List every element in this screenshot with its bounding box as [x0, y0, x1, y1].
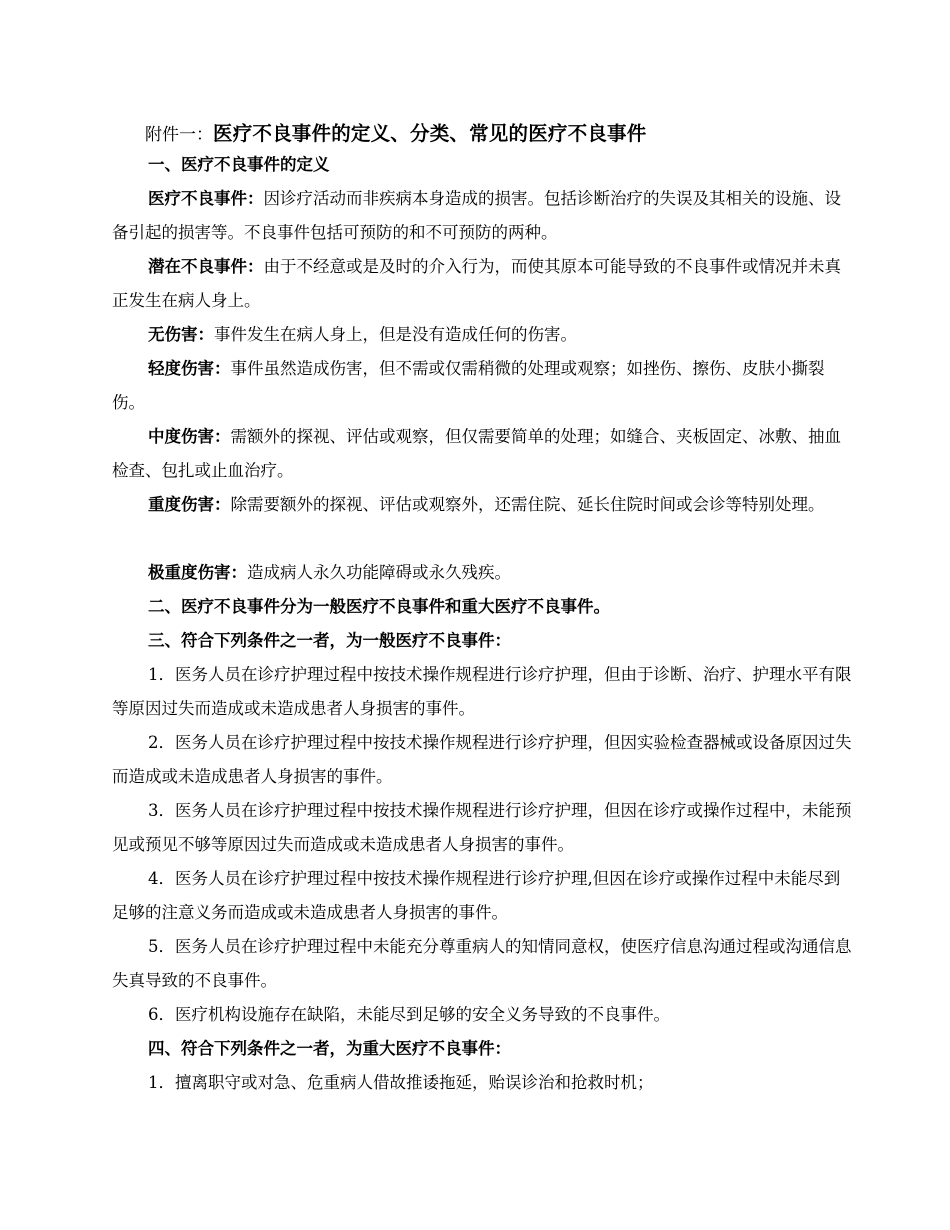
- definition-text: 事件发生在病人身上，但是没有造成任何的伤害。: [214, 325, 577, 344]
- definition-text: 造成病人永久功能障碍或永久残疾。: [247, 563, 511, 582]
- definition-text: 除需要额外的探视、评估或观察外，还需住院、延长住院时间或会诊等特别处理。: [230, 495, 825, 514]
- definition-severe-harm: [112, 488, 854, 522]
- definition-text: 因诊疗活动而非疾病本身造成的损害。包括诊断治疗的失误及其相关的设施、设备引起的损害等。不良事件包括可预防的和不可预防的两种。: [112, 189, 841, 242]
- section-2-heading: 二、医疗不良事件分为一般医疗不良事件和重大医疗不良事件。: [148, 597, 610, 616]
- definition-extreme-harm: [112, 556, 854, 590]
- definition-moderate-harm: [112, 420, 854, 488]
- section-1-heading: 一、医疗不良事件的定义: [148, 155, 330, 174]
- definition-term: 医疗不良事件：: [148, 189, 264, 208]
- section-4-heading: 四、符合下列条件之一者，为重大医疗不良事件：: [148, 1039, 511, 1058]
- definition-adverse-event: [112, 182, 854, 250]
- definition-term: 中度伤害：: [148, 427, 231, 446]
- section-3-heading: 三、符合下列条件之一者，为一般医疗不良事件：: [148, 631, 511, 650]
- definition-potential-event: [112, 250, 854, 318]
- general-item: 3．医务人员在诊疗护理过程中按技术操作规程进行诊疗护理，但因在诊疗或操作过程中，未能预见或预见不够等原因过失而造成或未造成患者人身损害的事件。: [112, 801, 852, 854]
- general-item: 4．医务人员在诊疗护理过程中按技术操作规程进行诊疗护理,但因在诊疗或操作过程中未能尽到足够的注意义务而造成或未造成患者人身损害的事件。: [112, 869, 841, 922]
- definition-text: 由于不经意或是及时的介入行为，而使其原本可能导致的不良事件或情况并未真正发生在病人身上。: [112, 257, 841, 310]
- definition-term: 无伤害：: [148, 325, 214, 344]
- definition-no-harm: [112, 318, 854, 352]
- definition-term: 重度伤害：: [148, 495, 231, 514]
- definition-term: 潜在不良事件：: [148, 257, 264, 276]
- general-item: 6．医疗机构设施存在缺陷，未能尽到足够的安全义务导致的不良事件。: [148, 1005, 670, 1024]
- definition-term: 轻度伤害：: [148, 359, 231, 378]
- general-item: 2．医务人员在诊疗护理过程中按技术操作规程进行诊疗护理，但因实验检查器械或设备原因过失而造成或未造成患者人身损害的事件。: [112, 733, 852, 786]
- general-item: 1．医务人员在诊疗护理过程中按技术操作规程进行诊疗护理，但由于诊断、治疗、护理水平有限等原因过失而造成或未造成患者人身损害的事件。: [112, 665, 852, 718]
- general-item: 5．医务人员在诊疗护理过程中未能充分尊重病人的知情同意权，使医疗信息沟通过程或沟通信息失真导致的不良事件。: [112, 937, 852, 990]
- title-main: 医疗不良事件的定义、分类、常见的医疗不良事件: [213, 122, 647, 145]
- major-item: 1．擅离职守或对急、危重病人借故推诿拖延，贻误诊治和抢救时机；: [148, 1073, 654, 1092]
- title-prefix: 附件一：: [145, 125, 213, 145]
- definition-text: 事件虽然造成伤害，但不需或仅需稍微的处理或观察；如挫伤、擦伤、皮肤小撕裂伤。: [112, 359, 825, 412]
- document-title: [145, 118, 646, 146]
- definition-text: 需额外的探视、评估或观察，但仅需要简单的处理；如缝合、夹板固定、冰敷、抽血检查、包扎或止血治疗。: [112, 427, 841, 480]
- definition-mild-harm: [112, 352, 854, 420]
- definition-term: 极重度伤害：: [148, 563, 247, 582]
